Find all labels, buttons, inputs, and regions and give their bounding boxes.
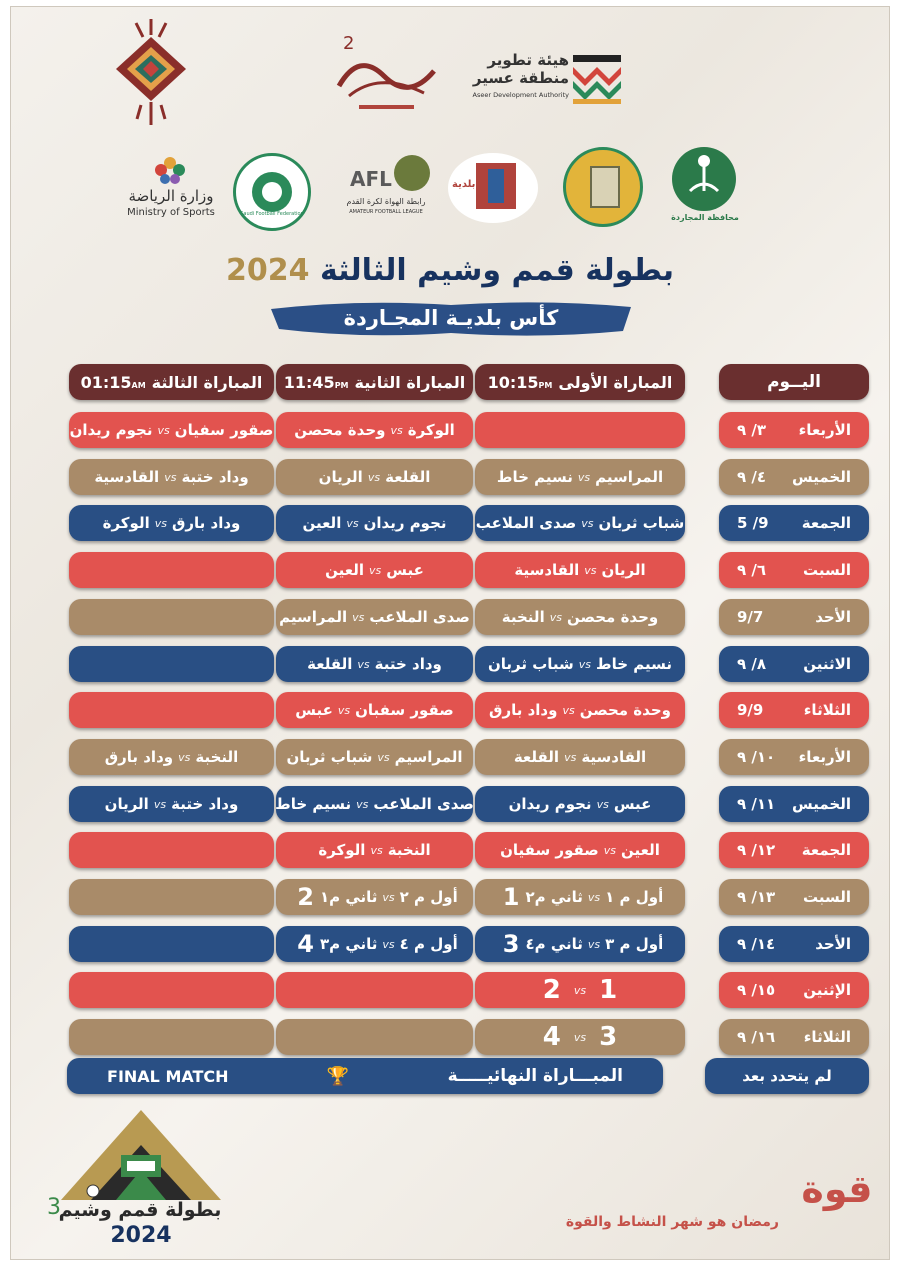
semi-team-a: 1 [599,975,618,1005]
team-away: صقور سفيان [500,841,599,859]
team-home: القادسية [581,748,647,766]
brand-text: بطولة قمم وشيم [58,1199,222,1221]
vs-label: vs [337,703,351,717]
qf-team-a: أول م ٢ [399,888,458,906]
vs-label: vs [596,797,609,811]
team-away: المراسيم [279,608,348,626]
day-cell [719,786,869,822]
day-date: ٨/ ٩ [737,655,767,673]
header-match-2-time: 11:45PM [283,372,349,392]
vs-label: vs [153,797,167,811]
qf-number: 3 [502,930,520,958]
team-away: الريان [318,468,363,486]
match-2-cell [276,692,473,728]
match-2-cell [276,599,473,635]
semi-match-cell [475,972,685,1008]
tournament-brand-logo [41,1105,241,1255]
match-3-cell [69,505,274,541]
asir-emirate-logo [563,147,643,227]
vs-label: vs [584,563,597,577]
day-date: ٦/ ٩ [737,561,767,579]
day-name: الثلاثاء [803,701,851,719]
day-date: ٣/ ٩ [737,421,767,439]
vs-label: vs [154,516,167,530]
vs-label: vs [603,843,617,857]
team-away: الوكرة [318,841,366,859]
afl-logo [336,153,436,223]
vs-label: vs [573,983,587,997]
aseer-text-1: هيئة تطوير [487,51,569,69]
day-cell [719,739,869,775]
match-3-cell [69,879,274,915]
match-2-cell [276,972,473,1008]
team-home: صدى الملاعب [373,795,474,813]
aseer-authority-logo [461,45,641,115]
final-label-ar: المبـــاراة النهائيـــــة [447,1066,623,1086]
afl-sub-en: AMATEUR FOOTBALL LEAGUE [349,209,423,215]
subtitle-banner [271,299,631,337]
team-home: عبس [613,795,652,813]
title-year: 2024 [225,253,310,288]
schedule-poster [10,6,890,1260]
vs-label: vs [352,610,365,624]
day-cell [719,1019,869,1055]
vs-label: vs [578,657,592,671]
day-name: الأحد [815,608,851,626]
team-away: العين [302,514,342,532]
vs-label: vs [587,890,601,904]
day-cell [719,505,869,541]
team-home: وداد بارق [171,514,241,532]
ministry-of-sports-logo [121,155,221,221]
team-home: الوكرة [407,421,455,439]
match-1-cell [475,505,685,541]
afl-ball-icon [394,155,430,191]
match-1-cell [475,412,685,448]
match-2-cell [276,459,473,495]
team-away: وداد بارق [489,701,558,719]
team-home: صقور سفيان [174,421,274,439]
vs-label: vs [370,843,383,857]
team-away: صدى الملاعب [475,514,577,532]
qf-team-b: ثاني م٣ [319,935,378,953]
team-away: الوكرة [102,514,150,532]
team-home: المراسيم [394,748,463,766]
day-date: 9/7 [737,608,764,626]
page-title [11,253,889,288]
match-1-cell [475,786,685,822]
saff-text: Saudi Football Federation [240,211,304,217]
team-away: شباب ثربان [286,748,373,766]
day-name: الجمعة [801,514,851,532]
day-date: ١٤/ ٩ [737,935,776,953]
qf-match-2-cell [276,926,473,962]
vs-label: vs [564,750,577,764]
brand-year: 2024 [110,1223,172,1248]
team-home: وداد ختبة [181,468,249,486]
header-match-1-label: المباراة الأولى [558,372,673,392]
final-match-cell [67,1058,663,1094]
saff-logo [233,153,311,231]
team-home: عبس [386,561,424,579]
ajwad-number: 2 [343,33,355,54]
header-day: اليــوم [719,364,869,400]
match-2-cell [276,646,473,682]
match-2-cell [276,552,473,588]
header-match-1-time: 10:15PM [487,372,553,392]
brand-number: 3 [47,1195,61,1220]
afl-sub-ar: رابطة الهواة لكرة القدم [346,197,426,206]
quwwa-logo: قوة [801,1167,873,1211]
team-away: شباب ثربان [487,655,574,673]
match-3-cell [69,786,274,822]
match-2-cell [276,412,473,448]
team-away: القلعة [307,655,353,673]
match-3-cell [69,646,274,682]
day-name: الإثنين [803,981,851,999]
match-3-cell [69,739,274,775]
vs-label: vs [382,937,395,951]
team-home: صدى الملاعب [369,608,470,626]
qf-match-1-cell [475,879,685,915]
day-cell [719,646,869,682]
final-day-cell: لم يتحدد بعد [705,1058,869,1094]
subtitle-text: كأس بلديـة المجـاردة [343,306,559,330]
match-2-cell [276,786,473,822]
final-label-en: FINAL MATCH [107,1066,229,1086]
team-away: القادسية [514,561,580,579]
team-away: وداد بارق [104,748,174,766]
governorate-text: محافظة المجاردة [671,213,739,222]
qf-match-1-cell [475,926,685,962]
vs-label: vs [164,470,177,484]
vs-label: vs [178,750,191,764]
qf-number: 2 [297,883,314,911]
day-cell [719,552,869,588]
match-3-cell [69,972,274,1008]
vs-label: vs [390,423,403,437]
qf-team-b: ثاني م٤ [525,935,583,953]
day-date: ١٠/ ٩ [737,748,776,766]
ajwad-logo [329,31,444,121]
match-3-cell [69,832,274,868]
semi-team-a: 3 [599,1022,618,1052]
day-name: الخميس [792,468,851,486]
vs-label: vs [157,423,170,437]
match-1-cell [475,646,685,682]
team-home: العين [621,841,660,859]
vs-label: vs [356,797,369,811]
qf-team-a: أول م ٤ [399,935,458,953]
team-home: القلعة [385,468,431,486]
qf-number: 1 [502,883,520,911]
baladiya-logo [448,153,538,223]
match-1-cell [475,459,685,495]
day-name: الأربعاء [798,421,851,439]
day-date: ١٢/ ٩ [737,841,776,859]
team-away: نسيم خاط [275,795,352,813]
day-name: الخميس [792,795,851,813]
qf-team-a: أول م ٣ [605,935,664,953]
team-home: المراسيم [595,468,664,486]
vs-label: vs [367,470,381,484]
vs-label: vs [346,516,359,530]
day-date: 9/9 [737,701,764,719]
mujarda-governorate-logo [666,147,746,233]
vs-label: vs [549,610,562,624]
day-date: ٤/ ٩ [737,468,767,486]
vs-label: vs [382,890,395,904]
day-cell [719,972,869,1008]
match-1-cell [475,739,685,775]
sports-text-en: Ministry of Sports [127,207,215,218]
team-home: وحدة محصن [566,608,659,626]
qf-team-b: ثاني م٢ [525,888,583,906]
semi-team-b: 2 [542,975,561,1005]
vs-label: vs [573,1030,587,1044]
day-cell [719,879,869,915]
vs-label: vs [577,470,591,484]
trophy-icon: 🏆 [326,1065,350,1087]
sports-flower-icon [153,155,187,185]
day-name: الأحد [815,935,851,953]
day-name: السبت [802,888,851,906]
match-3-cell [69,599,274,635]
team-away: القلعة [513,748,560,766]
match-2-cell [276,505,473,541]
team-home: النخبة [387,841,431,859]
header-match-1 [475,364,685,400]
team-home: وحدة محصن [579,701,671,719]
team-home: نسيم خاط [596,655,673,673]
baladiya-text: بلدية [452,179,476,190]
aseer-mark-icon [571,53,623,105]
slogan-text: رمضان هو شهر النشاط والقوة [565,1214,779,1230]
qf-number: 4 [297,930,314,958]
title-text: بطولة قمم وشيم الثالثة [319,253,674,288]
afl-text: AFL [350,167,392,191]
team-home: شباب ثربان [598,514,685,532]
team-away: الريان [104,795,149,813]
match-3-cell [69,412,274,448]
team-away: عبس [295,701,333,719]
header-match-3-label: المباراة الثالثة [151,372,263,392]
semi-match-cell [475,1019,685,1055]
day-cell [719,412,869,448]
team-away: النخبة [501,608,545,626]
header-match-3-time: 01:15AM [80,372,146,392]
match-1-cell [475,692,685,728]
day-name: الثلاثاء [803,1028,851,1046]
qf-team-a: أول م ١ [605,888,664,906]
semi-team-b: 4 [542,1022,561,1052]
day-name: الاثنين [803,655,851,673]
vs-label: vs [562,703,575,717]
team-home: وداد ختبة [374,655,442,673]
vs-label: vs [377,750,390,764]
header-match-2 [276,364,473,400]
match-1-cell [475,832,685,868]
team-away: وحدة محصن [294,421,386,439]
team-home: وداد ختبة [171,795,239,813]
match-3-cell [69,552,274,588]
day-cell [719,599,869,635]
palm-swords-icon [672,147,736,211]
team-home: صقور سفبان [355,701,454,719]
match-2-cell [276,739,473,775]
day-name: الأربعاء [798,748,851,766]
day-cell [719,459,869,495]
aseer-text-2: منطقة عسير [472,69,569,87]
team-away: نسيم خاط [496,468,573,486]
team-away: القادسية [94,468,160,486]
match-2-cell [276,832,473,868]
header-match-3 [69,364,274,400]
match-1-cell [475,552,685,588]
day-name: الجمعة [801,841,851,859]
team-away: العين [325,561,365,579]
match-3-cell [69,692,274,728]
vs-label: vs [581,516,594,530]
header-match-2-label: المباراة الثانية [354,372,466,392]
day-date: 9/ 5 [737,514,769,532]
day-cell [719,692,869,728]
match-3-cell [69,1019,274,1055]
day-cell [719,926,869,962]
vs-label: vs [587,937,601,951]
match-3-cell [69,926,274,962]
day-date: ١٦/ ٩ [737,1028,776,1046]
day-date: ١١/ ٩ [737,795,776,813]
match-3-cell [69,459,274,495]
qf-team-b: ثاني م١ [319,888,378,906]
day-cell [719,832,869,868]
day-name: السبت [802,561,851,579]
team-home: نجوم ريدان [363,514,447,532]
vs-label: vs [369,563,382,577]
qf-match-2-cell [276,879,473,915]
asir-ornament-logo [111,17,191,127]
day-date: ١٥/ ٩ [737,981,776,999]
team-home: النخبة [195,748,239,766]
team-home: الريان [601,561,646,579]
vs-label: vs [357,657,370,671]
match-2-cell [276,1019,473,1055]
day-date: ١٣/ ٩ [737,888,776,906]
team-away: نجوم ريدان [69,421,153,439]
match-1-cell [475,599,685,635]
aseer-text-en: Aseer Development Authority [472,91,569,99]
team-away: نجوم ريدان [508,795,592,813]
sports-text-ar: وزارة الرياضة [128,187,214,205]
